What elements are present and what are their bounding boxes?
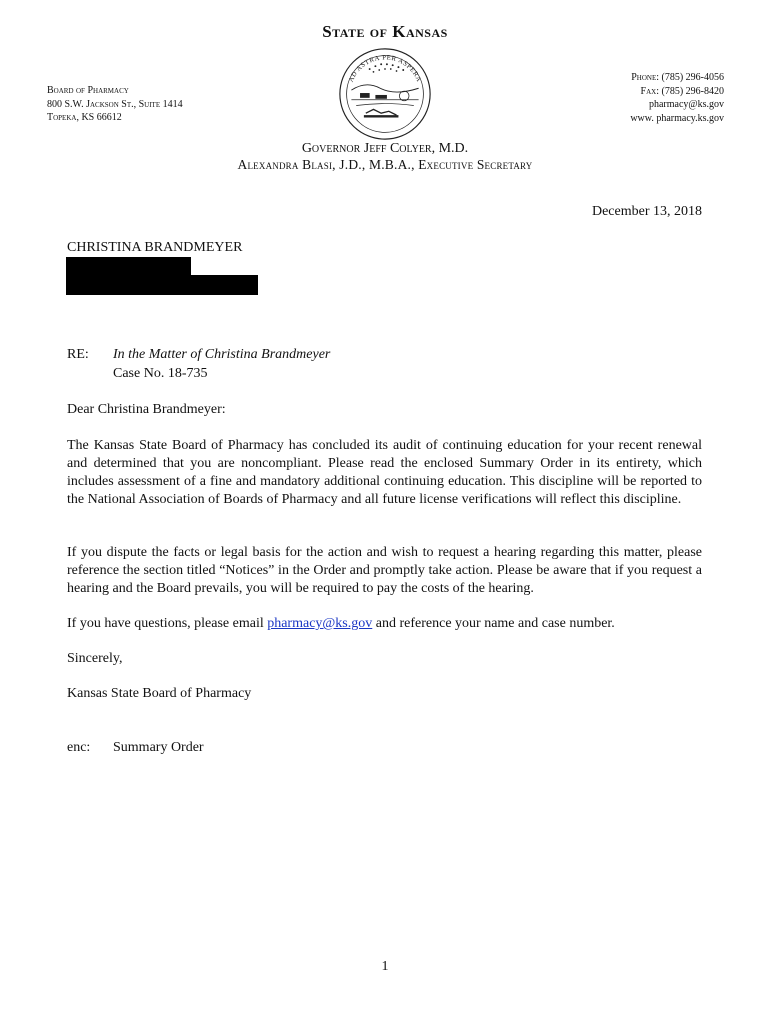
contact-block [630,71,724,125]
re-label: RE: [67,347,89,362]
letter-date: December 13, 2018 [591,204,702,219]
questions-text-after: and reference your name and case number. [372,616,615,631]
fax-line [630,85,724,99]
fax-number: (785) 296-8420 [661,85,724,97]
email-link[interactable]: pharmacy@ks.gov [267,616,373,631]
redaction-bar [66,275,258,295]
enclosure-value: Summary Order [113,740,204,755]
contact-email: pharmacy@ks.gov [648,99,724,110]
paragraph-audit: The Kansas State Board of Pharmacy has concluded its audit of continuing education for your recent renewal and determined that you are noncompliant. Please read the enclosed Summary Order in its entirety, which includes assessment of a fine and mandatory additional continuing education. This discipline will be reported to the National Association of Boards of Pharmacy and all future license verifications will reflect this discipline. [67,438,702,507]
case-number: Case No. 18-735 [113,366,208,381]
redacted-address [66,257,258,295]
phone-number: (785) 296-4056 [661,72,724,83]
redaction-bar [66,257,191,277]
re-matter: In the Matter of Christina Brandmeyer [113,347,331,362]
address-line1: 800 S.W. Jackson St., Suite 1414 [47,98,183,110]
enclosure-label: enc: [67,740,91,755]
board-name: Board of Pharmacy [47,85,129,96]
seal-motto: AD ASTRA PER ASPERA [347,54,423,84]
paragraph-dispute: If you dispute the facts or legal basis for the action and wish to request a hearing regarding this matter, please reference the section titled “Notices” in the Order and promptly take action. Please be aware that if you request a hearing and the Board prevails, you will be required to pay the costs of the hearing. [67,545,702,596]
kansas-state-seal [337,46,433,142]
executive-secretary-line: Alexandra Blasi, J.D., M.B.A., Executive Secretary [237,157,533,172]
address-line2: Topeka, KS 66612 [47,112,122,123]
contact-website: www. pharmacy.ks.gov [630,112,724,124]
signer: Kansas State Board of Pharmacy [67,686,252,701]
phone-line [630,71,724,85]
board-address-block [47,84,183,125]
governor-line: Governor Jeff Colyer, M.D. [301,141,469,156]
page-number: 1 [381,959,389,974]
fax-label: Fax: [640,85,659,97]
salutation: Dear Christina Brandmeyer: [67,402,226,417]
closing: Sincerely, [67,651,123,666]
state-title: State of Kansas [322,22,448,41]
addressee-name: CHRISTINA BRANDMEYER [67,240,243,255]
questions-text-before: If you have questions, please email [67,616,268,631]
paragraph-questions [67,615,702,633]
phone-label: Phone: [631,72,659,83]
